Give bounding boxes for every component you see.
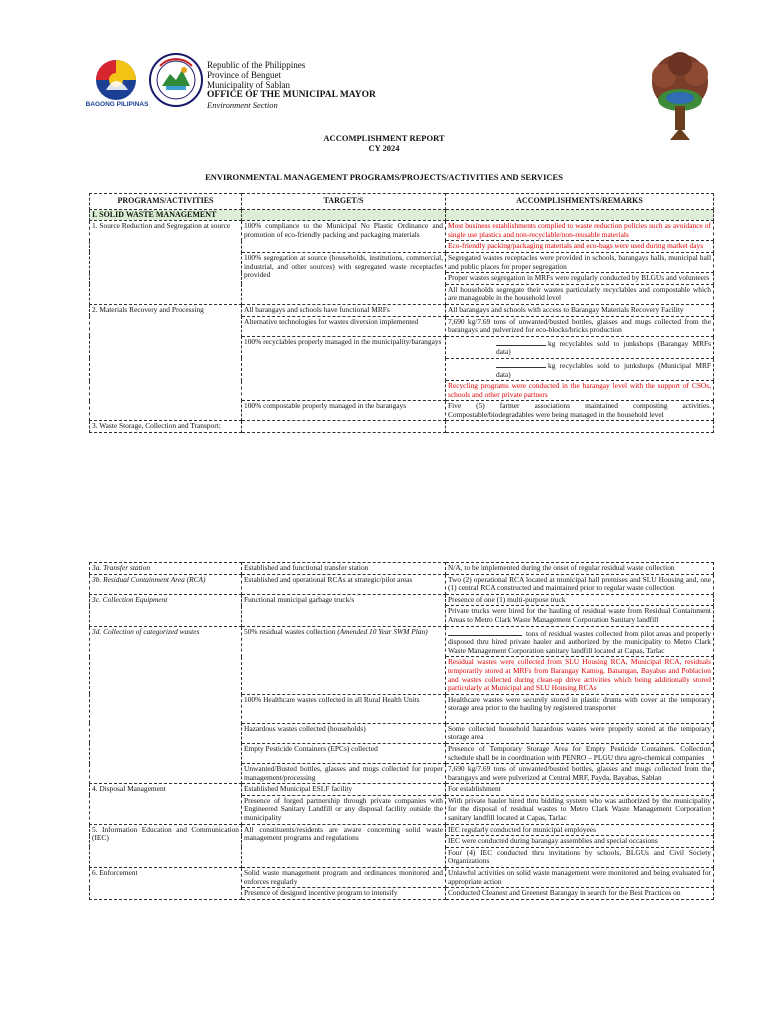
remark-cell: Presence of Temporary Storage Area for Empty Pesticide Containers. Collection schedule shall be in coordination with PENRO – PLGU thru agro-chemical companies bbox=[446, 743, 714, 763]
remark-cell: All households segregate their wastes particularly recyclables and compostable which are manageable in the household level bbox=[446, 284, 714, 304]
remark-cell bbox=[446, 336, 714, 358]
col-programs: PROGRAMS/ACTIVITIES bbox=[90, 194, 242, 210]
target-cell: Hazardous wastes collected (households) bbox=[242, 723, 446, 743]
col-accomplishments: ACCOMPLISHMENTS/REMARKS bbox=[446, 194, 714, 210]
target-cell: 100% Healthcare wastes collected in all Rural Health Units bbox=[242, 694, 446, 723]
program-cell: 3. Waste Storage, Collection and Transport: bbox=[90, 421, 242, 433]
table-row bbox=[90, 221, 714, 241]
remark-cell: Eco-friendly packing/packaging materials and eco-bags were used during market days bbox=[446, 241, 714, 253]
remark-cell: Segregated wastes receptacles were provided in schools, barangays halls, municipal hall and public places for proper segregation bbox=[446, 252, 714, 272]
target-cell: Empty Pesticide Containers (EPCs) collected bbox=[242, 743, 446, 763]
program-cell: 3a. Transfer station bbox=[90, 563, 242, 575]
target-cell: Solid waste management program and ordinances monitored and enforces regularly bbox=[242, 868, 446, 888]
fill-blank bbox=[496, 338, 546, 346]
table-row bbox=[90, 784, 714, 796]
target-cell: Established and functional transfer station bbox=[242, 563, 446, 575]
report-table-2 bbox=[89, 562, 714, 900]
remark-cell: Five (5) farmer associations maintained composting activities. Compostable/biodegradables were being managed in the household level bbox=[446, 401, 714, 421]
col-targets: TARGET/S bbox=[242, 194, 446, 210]
fill-blank bbox=[448, 628, 522, 636]
table-row bbox=[90, 626, 714, 657]
target-cell: 100% compliance to the Municipal No Plastic Ordinance and promotion of eco-friendly packing and packaging materials bbox=[242, 221, 446, 253]
program-cell: 3b. Residual Containment Area (RCA) bbox=[90, 574, 242, 594]
remark-cell: Recycling programs were conducted in the barangay level with the support of CSOs, schools and other private partners bbox=[446, 381, 714, 401]
remark-cell: Conducted Cleanest and Greenest Barangay in search for the Best Practices on bbox=[446, 888, 714, 900]
table-row bbox=[90, 594, 714, 606]
report-table-1 bbox=[89, 193, 714, 433]
section-title: I. SOLID WASTE MANAGEMENT bbox=[90, 209, 242, 221]
program-cell: 3c. Collection Equipment bbox=[90, 594, 242, 626]
republic-line: Republic of the Philippines bbox=[207, 60, 306, 70]
section-row bbox=[90, 209, 714, 221]
report-subtitle: ENVIRONMENTAL MANAGEMENT PROGRAMS/PROJECTS/ACTIVITIES AND SERVICES bbox=[205, 172, 563, 182]
table-row bbox=[90, 563, 714, 575]
program-cell: 6. Enforcement bbox=[90, 868, 242, 900]
program-cell: 1. Source Reduction and Segregation at source bbox=[90, 221, 242, 305]
remark-cell: 7,690 kg/7.69 tons of unwanted/busted bottles, glasses and mugs collected from the barangays and were pulverized at Central MRF, Payda, Bayabas, Sablan bbox=[446, 764, 714, 784]
remark-cell: N/A, to be implemented during the onset of regular residual waste collection bbox=[446, 563, 714, 575]
report-year: CY 2024 bbox=[368, 143, 400, 153]
remark-cell: Residual wastes were collected from SLU Housing RCA, Municipal RCA, residuals temporarily stored at MRFs from Barangay Kamog, Banangan, Bayabas and Poblacion and wastes collected during clean-up drive activities which being additionally stored particularly at Municipal and SLU Housing RCAs bbox=[446, 657, 714, 694]
target-note: (Amended 10 Year SWM Plan) bbox=[337, 626, 428, 636]
office-line: OFFICE OF THE MUNICIPAL MAYOR bbox=[207, 90, 376, 100]
target-cell: All barangays and schools have functional MRFs bbox=[242, 304, 446, 316]
bagong-pilipinas-caption: BAGONG PILIPINAS bbox=[85, 101, 149, 108]
target-cell: Established and operational RCAs at strategic/pilot areas bbox=[242, 574, 446, 594]
target-cell: Presence of forged partnership through private companies with Engineered Sanitary Landfill or any disposal facility outside the municipality bbox=[242, 795, 446, 824]
remark-cell: 7,690 kg/7.69 tons of unwanted/busted bottles, glasses and mugs collected from the barangays and pulverized for eco-blocks/bricks production bbox=[446, 316, 714, 336]
remark-cell: IEC were conducted during barangay assemblies and special occasions bbox=[446, 836, 714, 848]
target-cell: All constituents/residents are aware concerning solid waste management programs and regulations bbox=[242, 824, 446, 867]
program-cell: 5. Information Education and Communication (IEC) bbox=[90, 824, 242, 867]
target-cell: Functional municipal garbage truck/s bbox=[242, 594, 446, 626]
remark-cell: Unlawful activities on solid waste management were monitored and being evaluated for appropriate action bbox=[446, 868, 714, 888]
remark-cell: Proper wastes segregation in MRFs were regularly conducted by BLGUs and volunteers bbox=[446, 273, 714, 285]
remark-text: kg recyclables sold to junkshops (Barangay MRFs data) bbox=[496, 338, 711, 357]
report-title: ACCOMPLISHMENT REPORT bbox=[323, 133, 445, 143]
program-cell: 2. Materials Recovery and Processing bbox=[90, 304, 242, 421]
section-line: Environment Section bbox=[207, 100, 278, 110]
municipal-seal bbox=[148, 52, 204, 108]
program-cell: 3d. Collection of categorized wastes bbox=[90, 626, 242, 784]
target-cell: Unwanted/Busted bottles, glasses and mugs collected for proper management/processing bbox=[242, 764, 446, 784]
remark-cell: With private hauler hired thru bidding system who was authorized by the municipality for the disposal of residual wastes to Metro Clark Waste Management Corporation sanitary landfill located at Capas, Tarlac bbox=[446, 795, 714, 824]
remark-cell: IEC regularly conducted for municipal employees bbox=[446, 824, 714, 836]
fill-blank bbox=[496, 360, 546, 368]
remark-cell: Healthcare wastes were securely stored in plastic drums with cover at the temporary storage area prior to the hauling by registered transporter bbox=[446, 694, 714, 723]
remark-cell: Four (4) IEC conducted thru invitations by schools, BLGUs and Civil Society Organizations bbox=[446, 847, 714, 867]
target-cell: 100% compostable properly managed in the barangays bbox=[242, 401, 446, 421]
target-cell: 100% recyclables properly managed in the municipality/barangays bbox=[242, 336, 446, 401]
target-cell: Established Municipal ESLF facility bbox=[242, 784, 446, 796]
table-row bbox=[90, 574, 714, 594]
remark-cell: Two (2) operational RCA located at municipal hall premises and SLU Housing and, one (1) central RCA constructed and maintained prior to regular waste collection bbox=[446, 574, 714, 594]
target-cell: 100% segregation at source (households, institutions, commercial, industrial, and other sources) with segregated waste receptacles provided bbox=[242, 252, 446, 304]
remark-text: kg recyclables sold to junkshops (Municipal MRF data) bbox=[496, 360, 711, 379]
remark-cell: Most business establishments complied to waste reduction policies such as avoidance of single use plastics and non-recyclable/non-reusable materials bbox=[446, 221, 714, 241]
remark-cell: Private trucks were hired for the hauling of residual waste from Residual Containment Areas to Metro Clark Waste Management Corporation Sanitary landfill bbox=[446, 606, 714, 626]
target-text: 50% residual wastes collection bbox=[244, 626, 336, 636]
remark-cell: Presence of one (1) multi-purpose truck bbox=[446, 594, 714, 606]
program-cell: 4. Disposal Management bbox=[90, 784, 242, 824]
target-cell bbox=[242, 626, 446, 694]
table-header-row bbox=[90, 194, 714, 210]
table-row bbox=[90, 824, 714, 836]
target-cell: Presence of designed incentive program to intensify bbox=[242, 888, 446, 900]
table-row bbox=[90, 304, 714, 316]
table-row bbox=[90, 421, 714, 433]
remark-cell: All barangays and schools with access to Barangay Materials Recovery Facility bbox=[446, 304, 714, 316]
remark-cell: Some collected household hazardous wastes were properly stored at the temporary storage area bbox=[446, 723, 714, 743]
remark-cell: For establishment bbox=[446, 784, 714, 796]
remark-text: tons of residual wastes collected from pilot areas and properly disposed thru hired private hauler and authorized by the municipality to Metro Clark Waste Management Corporation sanitary landfill located at Capas, Tarlac bbox=[448, 628, 711, 655]
remark-cell bbox=[446, 358, 714, 380]
target-cell: Alternative technologies for wastes diversion implemented bbox=[242, 316, 446, 336]
remark-cell bbox=[446, 626, 714, 657]
municipality-line: Municipality of Sablan bbox=[207, 80, 290, 90]
province-line: Province of Benguet bbox=[207, 70, 281, 80]
table-row bbox=[90, 868, 714, 888]
